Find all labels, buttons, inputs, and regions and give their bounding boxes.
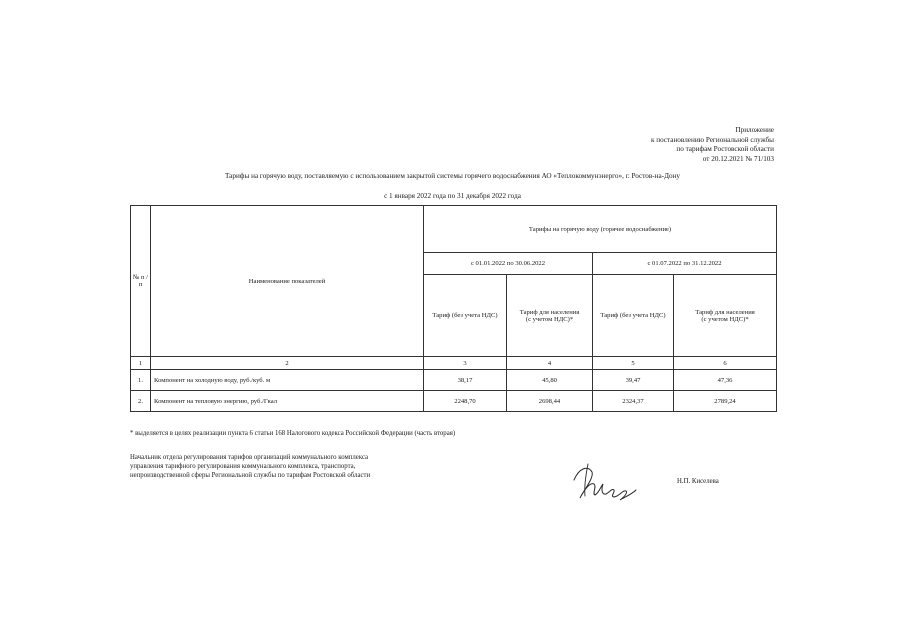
tariff-table: [130, 205, 777, 412]
row-value: 2698,44: [507, 391, 593, 412]
header-tariff-population: [507, 275, 593, 357]
row-value: 2324,37: [593, 391, 674, 412]
header-tariff-population: [674, 275, 777, 357]
col-number: 1: [131, 357, 151, 370]
row-value: 47,36: [674, 370, 777, 391]
signer-position: [130, 453, 370, 480]
header-num-text: № п /п: [133, 274, 148, 288]
header-pop-line: (с учетом НДС)*: [701, 315, 749, 323]
row-value: 2248,70: [424, 391, 507, 412]
footnote: * выделяется в целях реализации пункта 6 статьи 168 Налогового кодекса Российской Федерации (часть вторая): [130, 430, 456, 437]
col-number: 6: [674, 357, 777, 370]
appendix-line: от 20.12.2021 № 71/103: [702, 154, 774, 163]
header-period-2: с 01.07.2022 по 31.12.2022: [593, 253, 777, 275]
signer-line: Начальник отдела регулирования тарифов организаций коммунального комплекса: [130, 454, 369, 461]
row-value: 2789,24: [674, 391, 777, 412]
header-period-1: с 01.01.2022 по 30.06.2022: [424, 253, 593, 275]
row-value: 38,17: [424, 370, 507, 391]
header-group: Тарифы на горячую воду (горячее водоснабжение): [424, 206, 777, 253]
header-tariff-no-vat: Тариф (без учета НДС): [593, 275, 674, 357]
appendix-line: по тарифам Ростовской области: [676, 145, 774, 153]
appendix-line: Приложение: [735, 126, 774, 134]
header-pop-line: Тариф для населения: [695, 308, 755, 316]
appendix-line: к постановлению Региональной службы: [650, 135, 774, 144]
col-number: 4: [507, 357, 593, 370]
table-row: [131, 391, 777, 412]
row-num: 1.: [131, 370, 151, 391]
header-num: [131, 206, 151, 357]
column-numbers-row: [131, 357, 777, 370]
col-number: 5: [593, 357, 674, 370]
row-name: Компонент на холодную воду, руб./куб. м: [151, 370, 424, 391]
col-number: 2: [151, 357, 424, 370]
document-title: Тарифы на горячую воду, поставляемую с использованием закрытой системы горячего водоснабжения АО «Теплокоммунэнерго», г. Ростов-на-Дону: [224, 172, 681, 180]
header-name: Наименование показателей: [151, 206, 424, 357]
table-row: [131, 370, 777, 391]
signer-name: Н.П. Киселева: [677, 478, 719, 485]
handwritten-signature: [570, 460, 650, 505]
appendix-header: [514, 126, 774, 164]
header-pop-line: (с учетом НДС)*: [525, 315, 574, 323]
document-period: с 1 января 2022 года по 31 декабря 2022 года: [384, 192, 521, 200]
signer-line: непроизводственной сферы Региональной службы по тарифам Ростовской области: [130, 472, 371, 479]
row-value: 39,47: [593, 370, 674, 391]
row-value: 45,80: [507, 370, 593, 391]
row-name: Компонент на тепловую энергию, руб./Гкал: [151, 391, 424, 412]
signer-line: управления тарифного регулирования коммунального комплекса, транспорта,: [130, 463, 356, 470]
row-num: 2.: [131, 391, 151, 412]
col-number: 3: [424, 357, 507, 370]
header-tariff-no-vat: Тариф (без учета НДС): [424, 275, 507, 357]
header-pop-line: Тариф для населения: [519, 308, 580, 316]
